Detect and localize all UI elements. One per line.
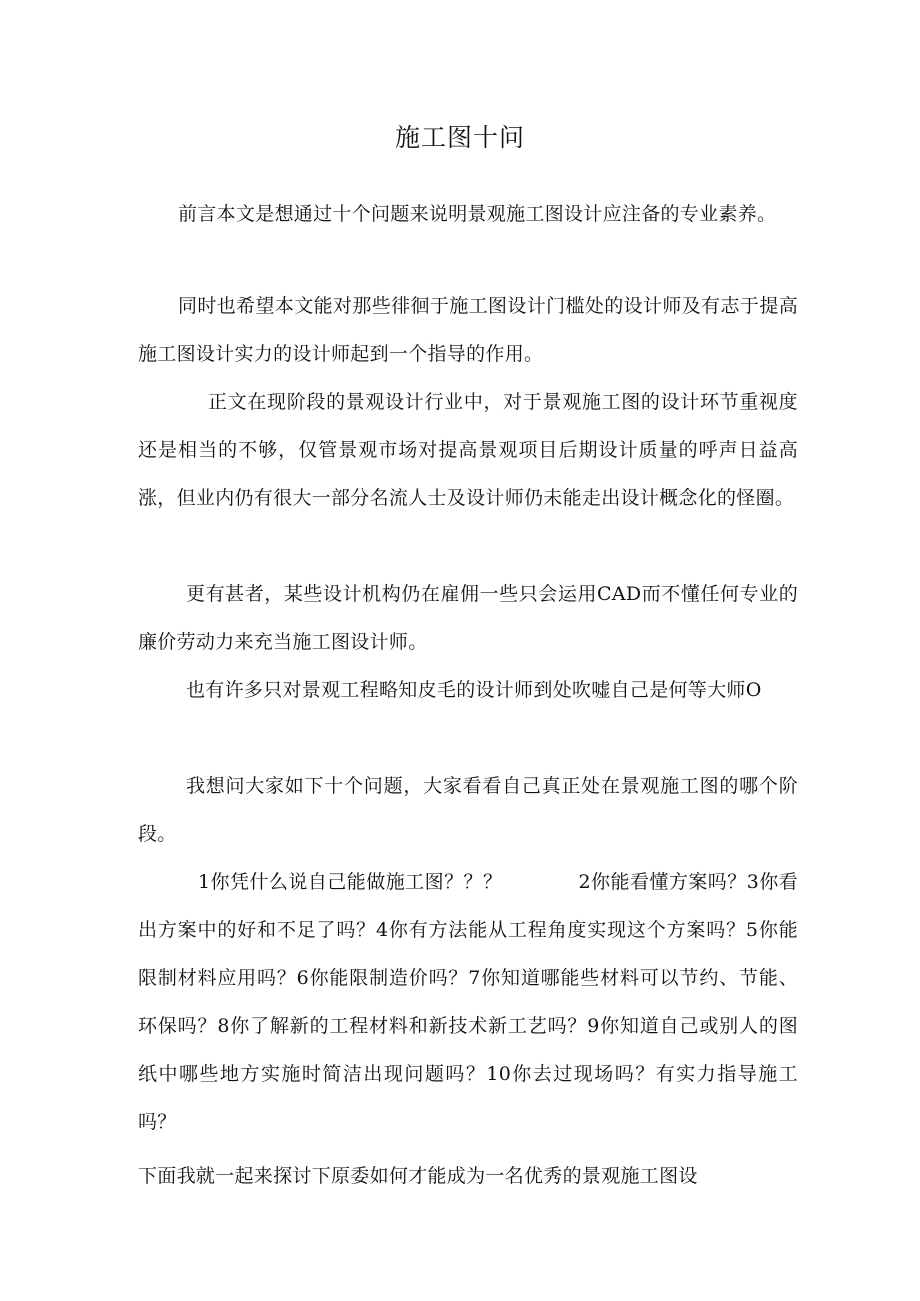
paragraph-ten-questions-intro: 我想问大家如下十个问题，大家看看自己真正处在景观施工图的哪个阶段。	[138, 775, 798, 845]
questions-2-to-10: 2你能看懂方案吗？3你看出方案中的好和不足了吗？4你有方法能从工程角度实现这个方案吗？5你能限制材料应用吗？6你能限制造价吗？7你知道哪能些材料可以节约、节能、环保吗？8你了解新的工程材料和新技术新工艺吗？9你知道自己或别人的图纸中哪些地方实施时简洁出现问题吗？10你去过现场吗？有实力指导施工吗？	[138, 871, 799, 1133]
document-title: 施工图十问	[394, 123, 525, 152]
paragraph-cheap-labor: 更有甚者，某些设计机构仍在雇佣一些只会运用CAD而不懂任何专业的廉价劳动力来充当施工图设计师。	[138, 583, 798, 653]
paragraph-main-text: 正文在现阶段的景观设计行业中，对于景观施工图的设计环节重视度还是相当的不够，仅管景观市场对提高景观项目后期设计质量的呼声日益高涨，但业内仍有很大一部分名流人士及设计师仍未能走出设计概念化的怪圈。	[138, 391, 798, 509]
paragraph-ten-questions	[138, 858, 798, 1146]
question-1: 1你凭什么说自己能做施工图？？？	[198, 871, 503, 893]
paragraph-self-proclaimed-masters: 也有许多只对景观工程略知皮毛的设计师到处吹嘘自己是何等大师O	[186, 679, 762, 701]
paragraph-closing: 下面我就一起来探讨下原委如何才能成为一名优秀的景观施工图设	[138, 1165, 698, 1187]
paragraph-preface: 前言本文是想通过十个问题来说明景观施工图设计应注备的专业素养。	[178, 203, 777, 225]
paragraph-purpose: 同时也希望本文能对那些徘徊于施工图设计门槛处的设计师及有志于提高施工图设计实力的设计师起到一个指导的作用。	[138, 295, 798, 365]
